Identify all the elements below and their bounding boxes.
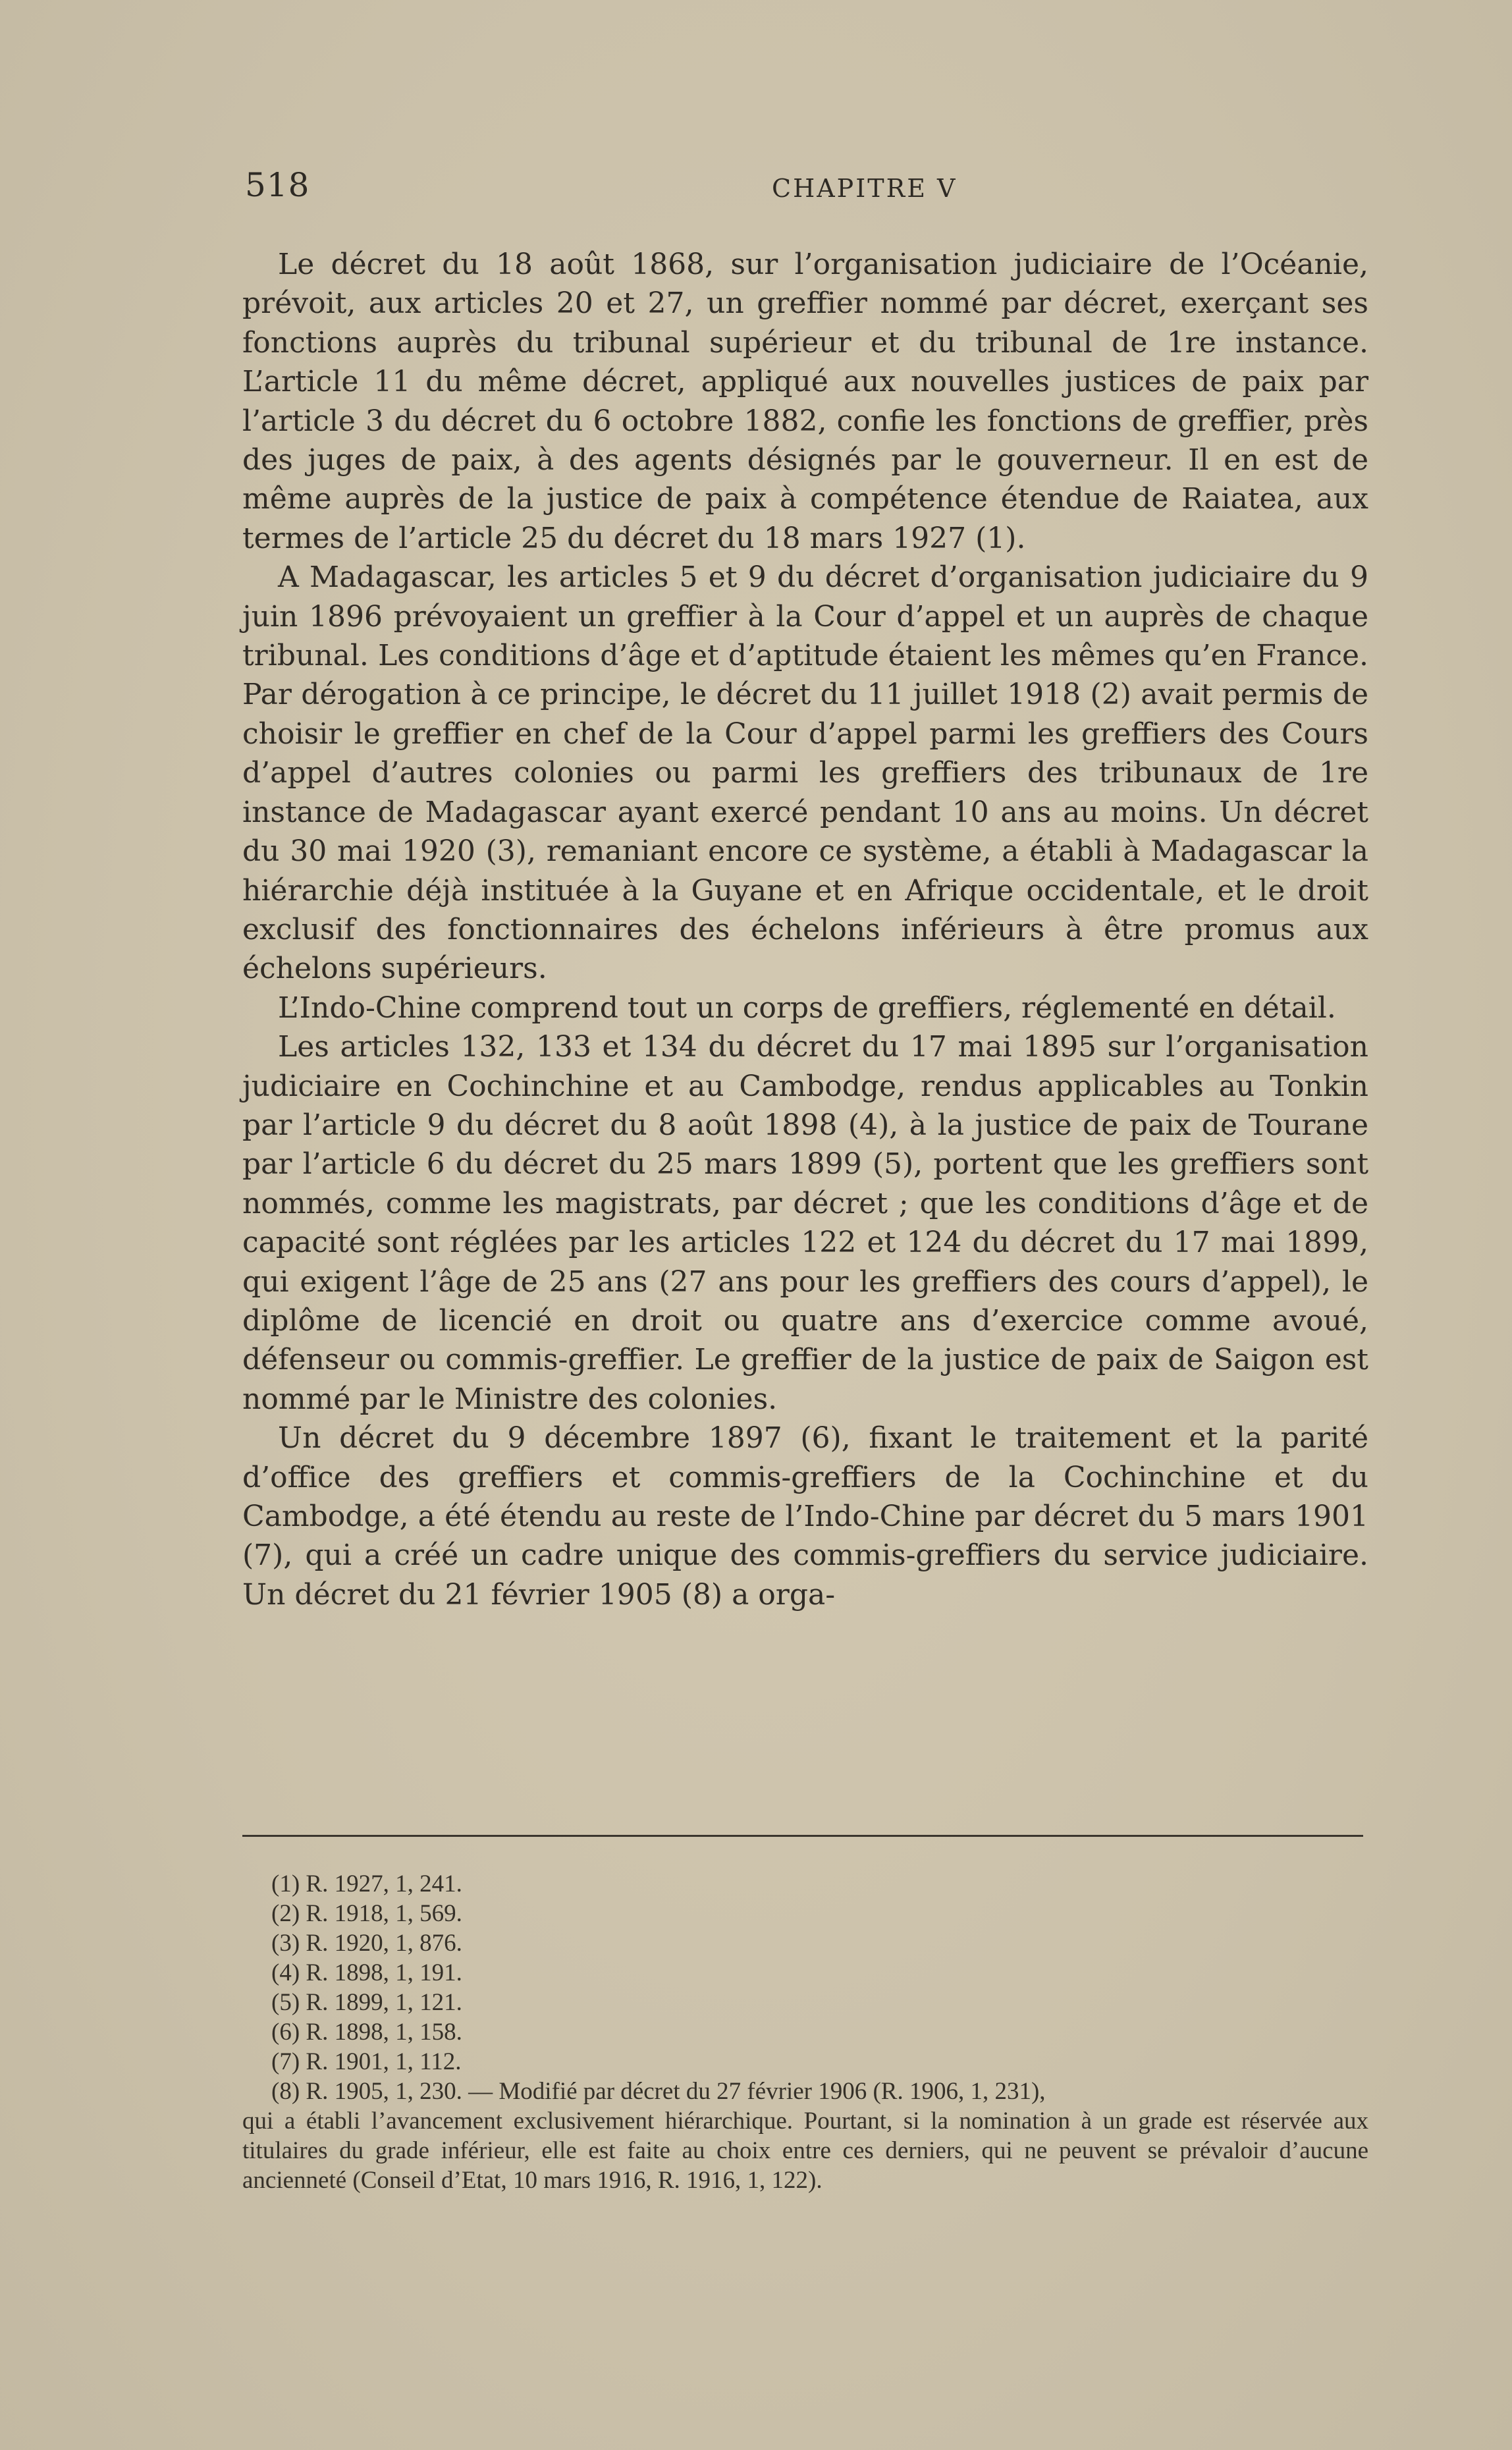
paragraph-madagascar: A Madagascar, les articles 5 et 9 du décret d’organisation judiciaire du 9 juin 1896 prévoyaient un greffier à la Cour d’appel et un auprès de chaque tribunal. Les conditions d’âge et d’aptitude étaient les mêmes qu’en France. Par dérogation à ce principe, le décret du 11 juillet 1918 (2) avait permis de choisir le greffier en chef de la Cour d’appel parmi les greffiers des Cours d’appel d’autres colonies ou parmi les greffiers des tribunaux de 1re instance de Madagascar ayant exercé pendant 10 ans au moins. Un décret du 30 mai 1920 (3), remaniant encore ce système, a établi à Madagascar la hiérarchie déjà instituée à la Guyane et en Afrique occidentale, et le droit exclusif des fonctionnaires des échelons inférieurs à être promus aux échelons supérieurs.	[242, 560, 1368, 986]
footnote-7: (7) R. 1901, 1, 112.	[271, 2048, 462, 2075]
footnote-6: (6) R. 1898, 1, 158.	[271, 2019, 462, 2046]
footnote-1: (1) R. 1927, 1, 241.	[271, 1870, 462, 1897]
footnote-5: (5) R. 1899, 1, 121.	[271, 1989, 462, 2016]
running-header	[245, 166, 1363, 219]
paragraph-cochinchine: Les articles 132, 133 et 134 du décret du 17 mai 1895 sur l’organisation judiciaire en Cochinchine et au Cambodge, rendus applicables au Tonkin par l’article 9 du décret du 8 août 1898 (4), à la justice de paix de Tourane par l’article 6 du décret du 25 mars 1899 (5), portent que les greffiers sont nommés, comme les magistrats, par décret ; que les conditions d’âge et de capacité sont réglées par les articles 122 et 124 du décret du 17 mai 1899, qui exigent l’âge de 25 ans (27 ans pour les greffiers des cours d’appel), le diplôme de licencié en droit ou quatre ans d’exercice comme avoué, défenseur ou commis-greffier. Le greffier de la justice de paix de Saigon est nommé par le Ministre des colonies.	[242, 1030, 1368, 1416]
chapter-title: CHAPITRE V	[772, 174, 958, 203]
footnote-separator	[242, 1835, 1363, 1837]
footnotes	[242, 1869, 1368, 2195]
page-number: 518	[245, 166, 310, 204]
footnote-4: (4) R. 1898, 1, 191.	[271, 1959, 462, 1986]
paragraph-oceanie: Le décret du 18 août 1868, sur l’organisation judiciaire de l’Océanie, prévoit, aux articles 20 et 27, un greffier nommé par décret, exerçant ses fonctions auprès du tribunal supérieur et du tribunal de 1re instance. L’article 11 du même décret, appliqué aux nouvelles justices de paix par l’article 3 du décret du 6 octobre 1882, confie les fonctions de greffier, près des juges de paix, à des agents désignés par le gouverneur. Il en est de même auprès de la justice de paix à compétence étendue de Raiatea, aux termes de l’article 25 du décret du 18 mars 1927 (1).	[242, 248, 1368, 555]
footnote-3: (3) R. 1920, 1, 876.	[271, 1930, 462, 1957]
footnote-8-continuation: qui a établi l’avancement exclusivement hiérarchique. Pourtant, si la nomination à un grade est réservée aux titulaires du grade inférieur, elle est faite au choix entre ces derniers, qui ne peuvent se prévaloir d’aucune ancienneté (Conseil d’Etat, 10 mars 1916, R. 1916, 1, 122).	[242, 2108, 1368, 2194]
paragraph-indochine: L’Indo-Chine comprend tout un corps de greffiers, réglementé en détail.	[278, 991, 1336, 1025]
footnote-2: (2) R. 1918, 1, 569.	[271, 1900, 462, 1927]
paragraph-decret-1897: Un décret du 9 décembre 1897 (6), fixant le traitement et la parité d’office des greffiers et commis-greffiers de la Cochinchine et du Cambodge, a été étendu au reste de l’Indo-Chine par décret du 5 mars 1901 (7), qui a créé un cadre unique des commis-greffiers du service judiciaire. Un décret du 21 février 1905 (8) a orga-	[242, 1421, 1368, 1612]
main-text	[242, 245, 1368, 1614]
footnote-8-first-line: (8) R. 1905, 1, 230. — Modifié par décret du 27 février 1906 (R. 1906, 1, 231),	[271, 2078, 1046, 2105]
